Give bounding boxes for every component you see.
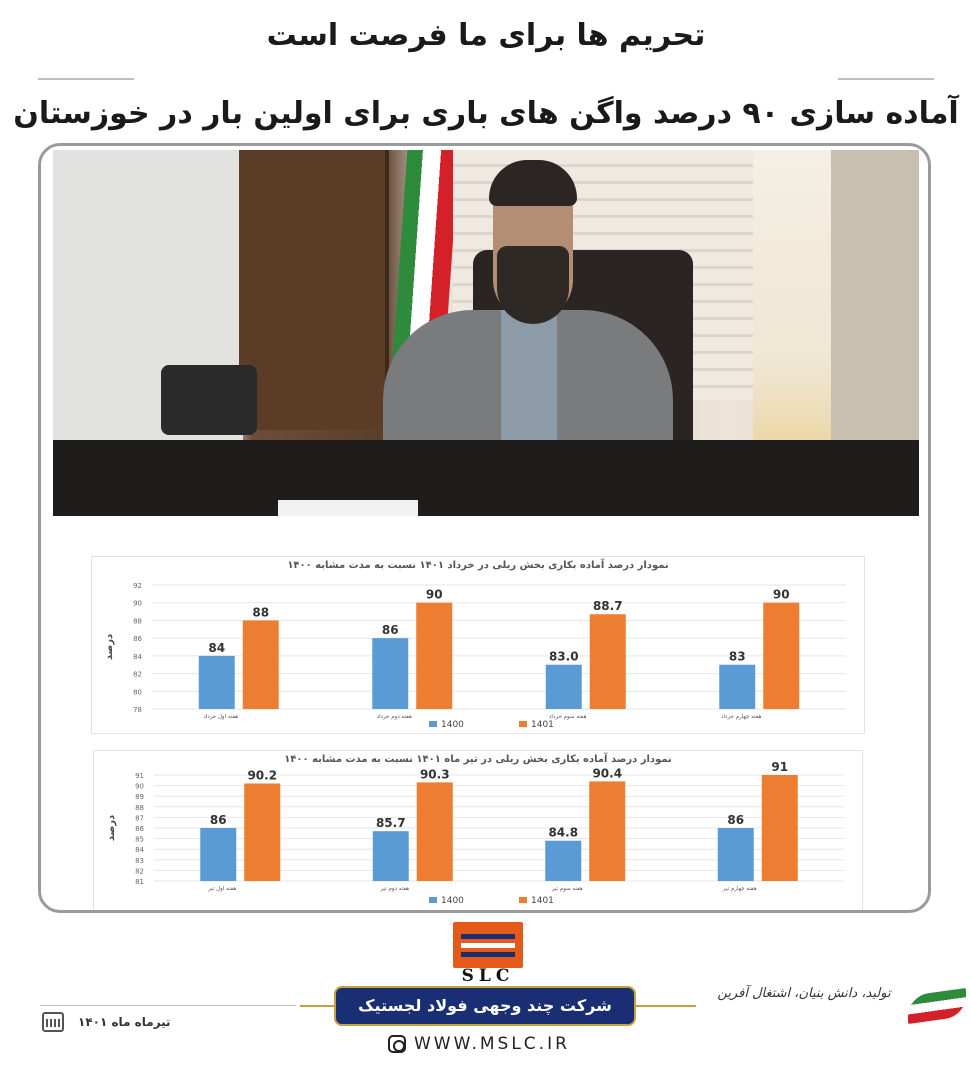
bar-value-label: 84	[208, 640, 226, 655]
chart-tir-svg	[94, 751, 864, 913]
bar-value-label: 88	[252, 605, 270, 620]
chart-khordad-svg	[92, 557, 866, 735]
x-tick-label: هفته دوم تیر	[380, 886, 410, 892]
photo-paper	[278, 500, 418, 516]
bar-value-label: 83	[728, 649, 746, 664]
footer-divider	[40, 1005, 296, 1006]
y-tick-label: 78	[133, 706, 142, 714]
bar-1401	[590, 614, 626, 709]
instagram-icon	[388, 1035, 406, 1053]
bar-1401	[762, 775, 798, 881]
y-tick-label: 92	[133, 582, 142, 590]
slc-logo-stripe	[461, 952, 515, 957]
y-tick-label: 88	[133, 617, 142, 626]
headline-primary: تحریم ها برای ما فرصت است	[266, 18, 706, 53]
x-tick-label: هفته سوم تیر	[551, 886, 583, 892]
bar-value-label: 90	[772, 587, 790, 602]
y-axis-label: درصد	[104, 633, 115, 661]
bar-value-label: 88.7	[592, 599, 623, 614]
legend-swatch	[429, 897, 437, 903]
chart-khordad	[91, 556, 865, 734]
y-tick-label: 80	[133, 688, 142, 697]
y-tick-label: 82	[133, 670, 142, 679]
legend-swatch	[519, 897, 527, 903]
bar-value-label: 86	[381, 623, 399, 638]
iran-flag-icon	[908, 988, 966, 1024]
bar-value-label: 90	[425, 587, 443, 602]
y-tick-label: 85	[135, 835, 144, 844]
divider-left	[38, 78, 134, 80]
bar-1400	[373, 831, 409, 881]
divider-right	[838, 78, 934, 80]
content-card	[38, 143, 931, 913]
bar-1400	[199, 656, 235, 709]
bar-1400	[546, 665, 582, 709]
legend-label: 1401	[531, 896, 554, 906]
bar-value-label: 84.8	[548, 825, 579, 840]
photo-desk-phone	[161, 365, 257, 435]
y-axis-label: درصد	[106, 814, 117, 842]
x-tick-label: هفته اول خرداد	[203, 714, 239, 720]
bar-1401	[763, 603, 799, 709]
office-photo	[53, 150, 919, 516]
bar-1401	[243, 620, 279, 709]
bar-1401	[417, 782, 453, 881]
legend-label: 1401	[531, 720, 554, 730]
y-tick-label: 83	[135, 856, 144, 865]
chart-tir	[93, 750, 863, 912]
x-tick-label: هفته اول تیر	[208, 886, 237, 892]
y-tick-label: 91	[135, 772, 144, 780]
website-url[interactable]: WWW.MSLC.IR	[414, 1034, 570, 1054]
bar-1400	[545, 841, 581, 881]
footer-gold-line	[300, 1005, 334, 1007]
bar-value-label: 86	[209, 813, 227, 827]
bar-1400	[200, 828, 236, 881]
bar-1401	[416, 603, 452, 709]
legend-label: 1400	[441, 720, 464, 730]
slc-logo-stripe	[461, 943, 515, 948]
chart-tir-title: نمودار درصد آماده بکاری بخش ریلی در تیر ماه ۱۴۰۱ نسبت به مدت مشابه ۱۴۰۰	[284, 754, 672, 765]
x-tick-label: هفته دوم خرداد	[376, 714, 412, 720]
legend-swatch	[519, 721, 527, 727]
calendar-icon	[42, 1012, 64, 1032]
y-tick-label: 86	[135, 825, 144, 833]
chart-khordad-title: نمودار درصد آماده بکاری بخش ریلی در خرداد ۱۴۰۱ نسبت به مدت مشابه ۱۴۰۰	[287, 560, 669, 571]
bar-value-label: 90.4	[592, 766, 623, 781]
issue-date: تیرماه ماه ۱۴۰۱	[78, 1015, 171, 1029]
y-tick-label: 89	[135, 793, 144, 802]
photo-desk	[53, 440, 919, 516]
company-banner	[334, 986, 636, 1026]
bar-value-label: 86	[727, 813, 745, 827]
bar-value-label: 90.2	[247, 768, 278, 783]
y-tick-label: 86	[133, 635, 142, 644]
slc-logo-text: SLC	[461, 966, 515, 986]
x-tick-label: هفته سوم خرداد	[548, 714, 587, 720]
y-tick-label: 82	[135, 867, 144, 876]
bar-value-label: 83.0	[548, 649, 579, 664]
bar-value-label: 85.7	[375, 816, 406, 831]
bar-1400	[719, 665, 755, 709]
bar-1401	[589, 781, 625, 881]
y-tick-label: 87	[135, 814, 144, 823]
slc-logo-stripe	[461, 934, 515, 939]
legend-label: 1400	[441, 896, 464, 906]
y-tick-label: 90	[135, 782, 144, 791]
y-tick-label: 88	[135, 803, 144, 812]
y-tick-label: 90	[133, 599, 142, 608]
company-name: شرکت چند وجهی فولاد لجستیک	[358, 996, 612, 1015]
x-tick-label: هفته چهارم تیر	[722, 886, 757, 892]
headline-secondary: آماده سازی ۹۰ درصد واگن های باری برای اولین بار در خوزستان	[13, 96, 959, 131]
legend-swatch	[429, 721, 437, 727]
y-tick-label: 81	[135, 878, 144, 886]
photo-cabinet	[239, 150, 389, 430]
website-link[interactable]	[388, 1034, 648, 1056]
bar-1401	[244, 783, 280, 881]
bar-value-label: 91	[771, 760, 789, 774]
photo-person-beard	[497, 246, 569, 324]
bar-1400	[372, 638, 408, 709]
y-tick-label: 84	[135, 846, 144, 855]
bar-value-label: 90.3	[419, 767, 450, 782]
x-tick-label: هفته چهارم خرداد	[721, 714, 762, 720]
slogan: تولید، دانش بنیان، اشتغال آفرین	[717, 986, 891, 1001]
bar-1400	[718, 828, 754, 881]
footer-gold-line	[636, 1005, 696, 1007]
y-tick-label: 84	[133, 652, 142, 661]
